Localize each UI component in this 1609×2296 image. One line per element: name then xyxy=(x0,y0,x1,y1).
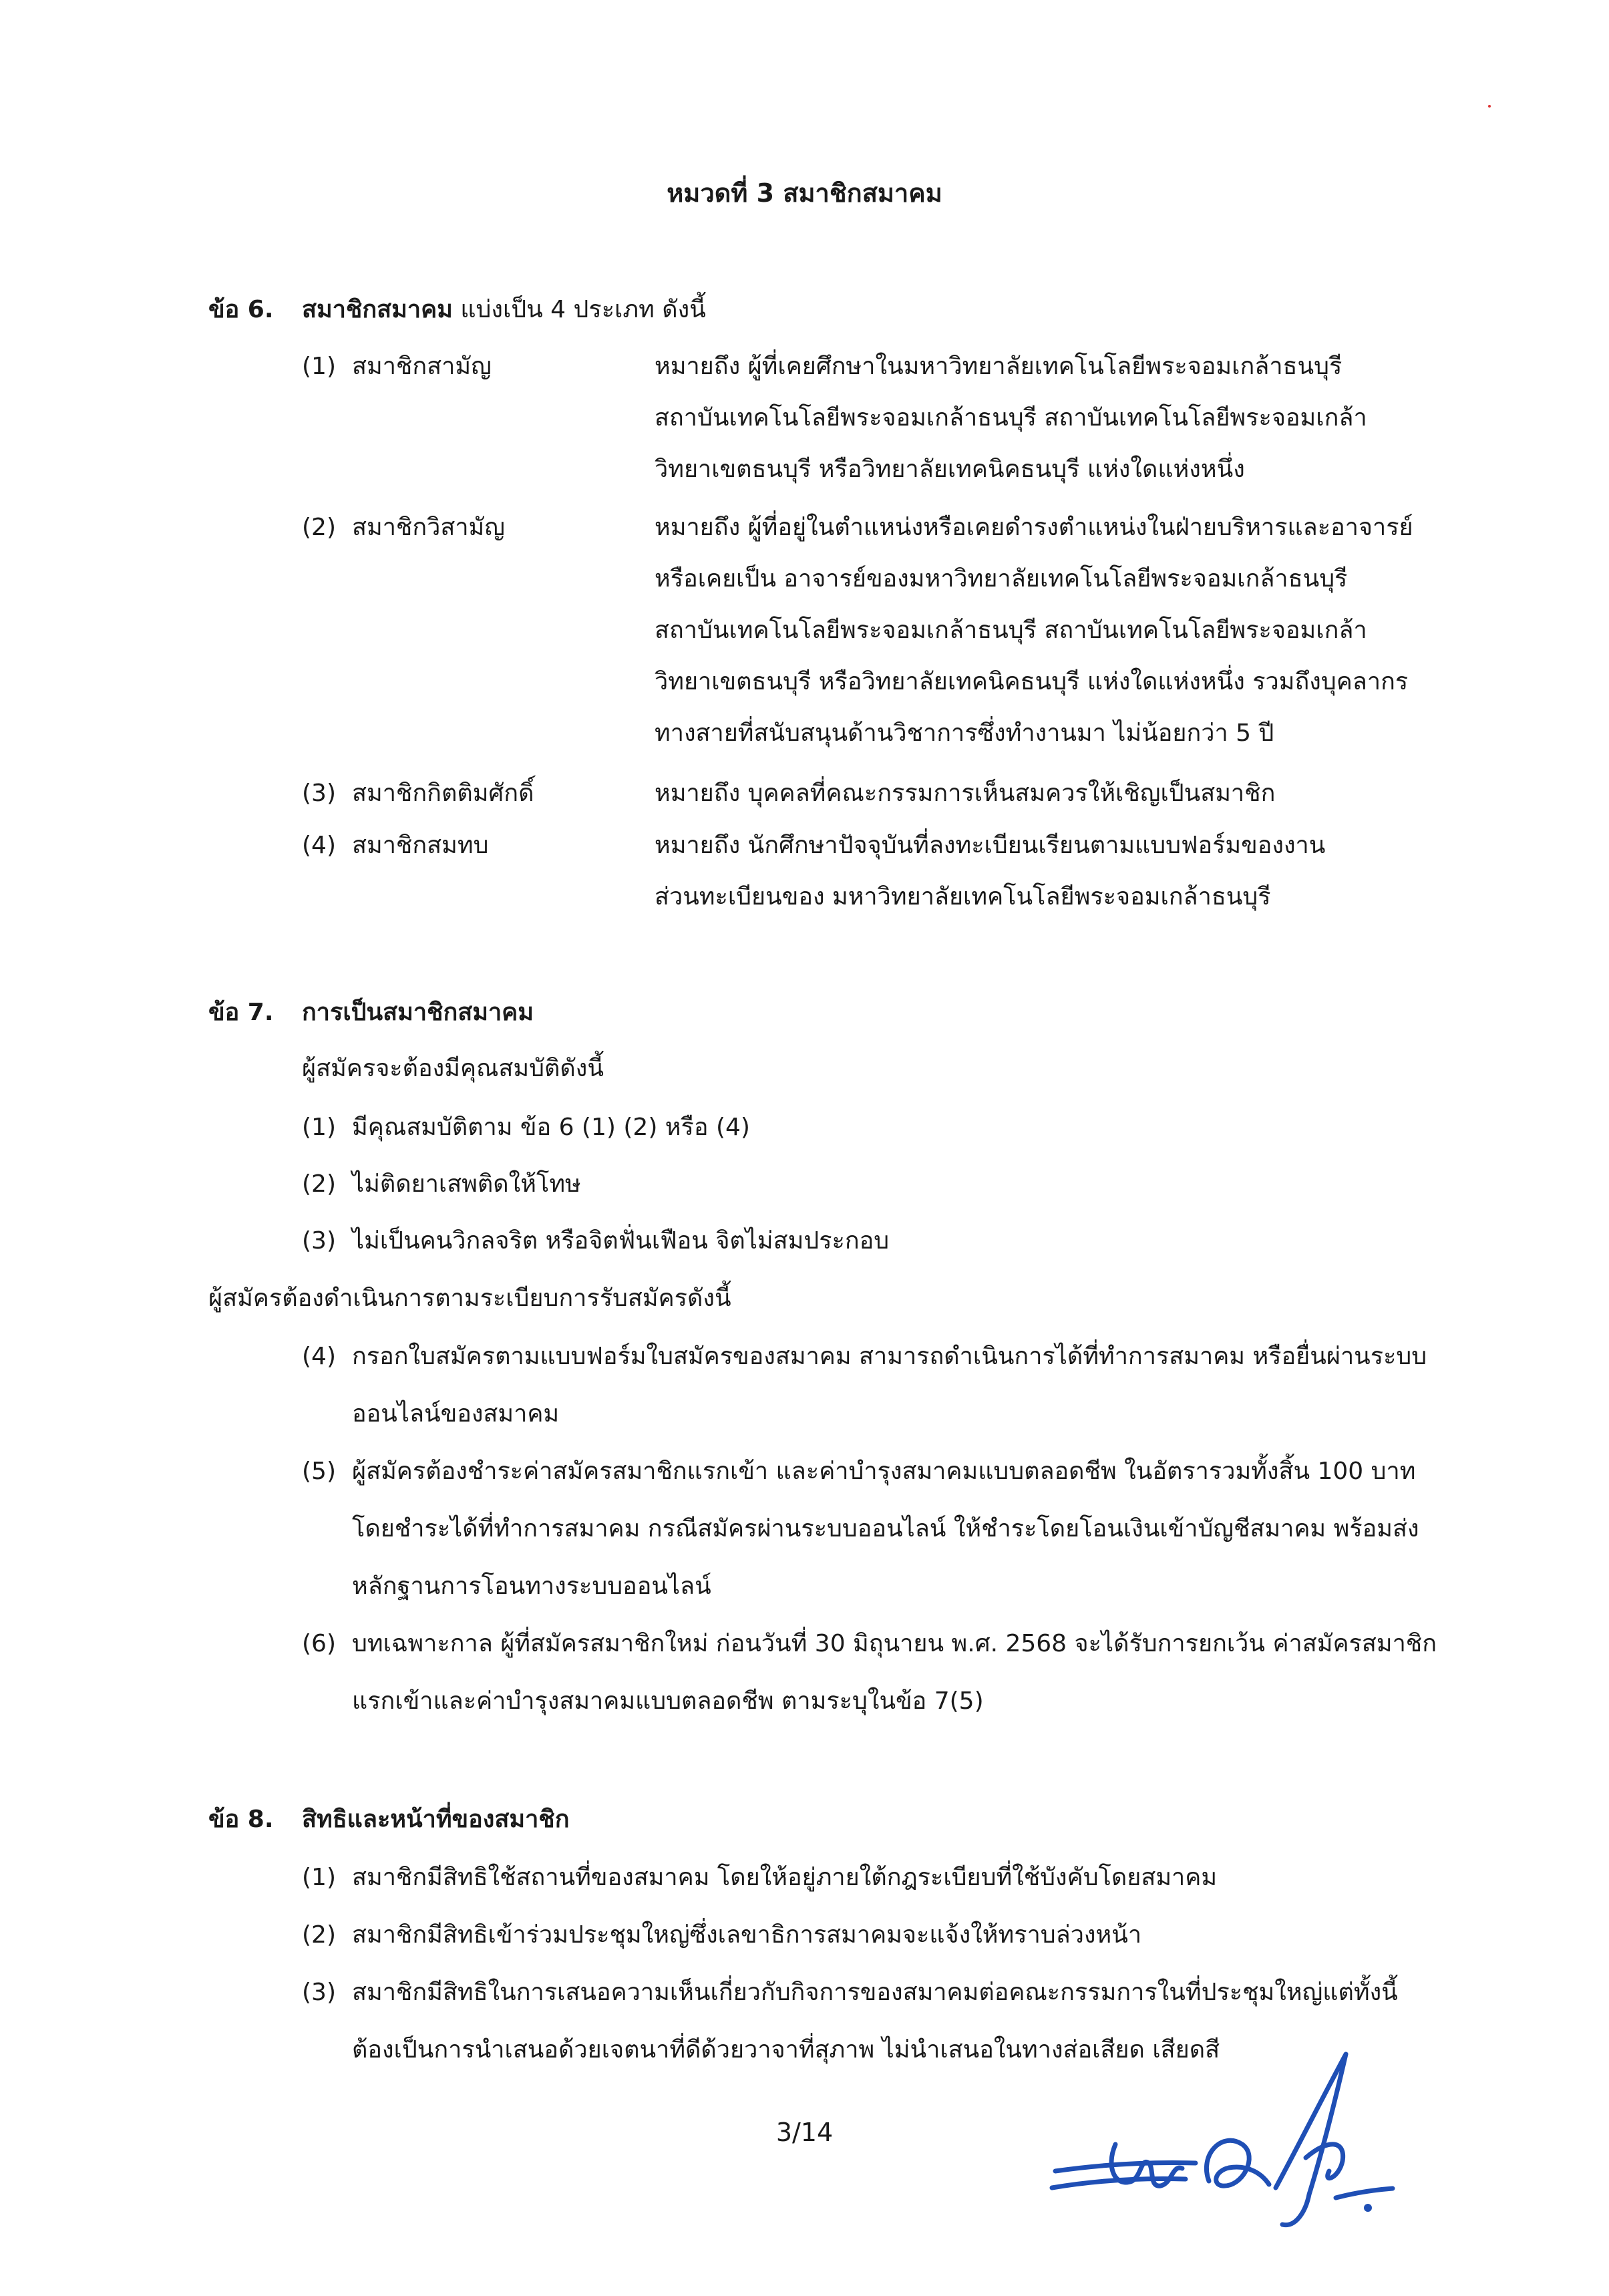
qual-3-no: (3) xyxy=(302,1227,336,1255)
step-4-line: ออนไลน์ของสมาคม xyxy=(352,1400,560,1428)
step-6-no: (6) xyxy=(302,1630,336,1657)
right-1-no: (1) xyxy=(302,1864,336,1891)
clause-7-number: ข้อ 7. xyxy=(208,999,274,1026)
type-1-name: สมาชิกสามัญ xyxy=(352,353,492,380)
step-6-line: บทเฉพาะกาล ผู้ที่สมัครสมาชิกใหม่ ก่อนวันที่ 30 มิถุนายน พ.ศ. 2568 จะได้รับการยกเว้น ค่าสมัครสมาชิก xyxy=(352,1630,1437,1657)
step-5-line: โดยชำระได้ที่ทำการสมาคม กรณีสมัครผ่านระบบออนไลน์ ให้ชำระโดยโอนเงินเข้าบัญชีสมาคม พร้อมส่ง xyxy=(352,1515,1419,1542)
type-4-name: สมาชิกสมทบ xyxy=(352,832,489,859)
right-2-no: (2) xyxy=(302,1921,336,1949)
right-3-line: สมาชิกมีสิทธิในการเสนอความเห็นเกี่ยวกับกิจการของสมาคมต่อคณะกรรมการในที่ประชุมใหญ่แต่ทั้งนี้ xyxy=(352,1979,1398,2006)
type-2-no: (2) xyxy=(302,514,336,541)
type-4-no: (4) xyxy=(302,832,336,859)
type-3-line: หมายถึง บุคคลที่คณะกรรมการเห็นสมควรให้เชิญเป็นสมาชิก xyxy=(655,780,1276,807)
right-2-line: สมาชิกมีสิทธิเข้าร่วมประชุมใหญ่ซึ่งเลขาธิการสมาคมจะแจ้งให้ทราบล่วงหน้า xyxy=(352,1921,1142,1949)
type-2-line: วิทยาเขตธนบุรี หรือวิทยาลัยเทคนิคธนบุรี แห่งใดแห่งหนึ่ง รวมถึงบุคลากร xyxy=(655,668,1409,695)
type-2-name: สมาชิกวิสามัญ xyxy=(352,514,505,541)
type-1-line: หมายถึง ผู้ที่เคยศึกษาในมหาวิทยาลัยเทคโนโลยีพระจอมเกล้าธนบุรี xyxy=(655,353,1343,380)
type-4-line: ส่วนทะเบียนของ มหาวิทยาลัยเทคโนโลยีพระจอมเกล้าธนบุรี xyxy=(655,883,1271,911)
step-4-line: กรอกใบสมัครตามแบบฟอร์มใบสมัครของสมาคม สามารถดำเนินการได้ที่ทำการสมาคม หรือยื่นผ่านระบบ xyxy=(352,1343,1427,1370)
page-number: 3/14 xyxy=(775,2118,834,2147)
procedure-intro: ผู้สมัครต้องดำเนินการตามระเบียบการรับสมัครดังนี้ xyxy=(208,1285,731,1312)
clause-6-heading xyxy=(302,294,706,326)
type-4-line: หมายถึง นักศึกษาปัจจุบันที่ลงทะเบียนเรียนตามแบบฟอร์มของงาน xyxy=(655,832,1326,859)
step-6-line: แรกเข้าและค่าบำรุงสมาคมแบบตลอดชีพ ตามระบุในข้อ 7(5) xyxy=(352,1687,984,1715)
qual-1-no: (1) xyxy=(302,1114,336,1141)
signature-icon xyxy=(1042,2037,1416,2238)
speck xyxy=(1488,105,1491,108)
clause-6-number: ข้อ 6. xyxy=(208,296,274,323)
right-1-line: สมาชิกมีสิทธิใช้สถานที่ของสมาคม โดยให้อยู่ภายใต้กฎระเบียบที่ใช้บังคับโดยสมาคม xyxy=(352,1864,1218,1891)
step-5-line: หลักฐานการโอนทางระบบออนไลน์ xyxy=(352,1573,711,1600)
clause-7-title: การเป็นสมาชิกสมาคม xyxy=(302,999,534,1026)
right-3-no: (3) xyxy=(302,1979,336,2006)
qual-3-text: ไม่เป็นคนวิกลจริต หรือจิตฟั่นเฟือน จิตไม่สมประกอบ xyxy=(352,1227,890,1255)
type-2-line: สถาบันเทคโนโลยีพระจอมเกล้าธนบุรี สถาบันเทคโนโลยีพระจอมเกล้า xyxy=(655,617,1367,644)
type-1-line: สถาบันเทคโนโลยีพระจอมเกล้าธนบุรี สถาบันเทคโนโลยีพระจอมเกล้า xyxy=(655,404,1367,432)
type-3-name: สมาชิกกิตติมศักดิ์ xyxy=(352,780,534,807)
type-2-line: ทางสายที่สนับสนุนด้านวิชาการซึ่งทำงานมา ไม่น้อยกว่า 5 ปี xyxy=(655,719,1274,747)
chapter-title: หมวดที่ 3 สมาชิกสมาคม xyxy=(667,178,942,208)
step-4-no: (4) xyxy=(302,1343,336,1370)
right-3-line: ต้องเป็นการนำเสนอด้วยเจตนาที่ดีด้วยวาจาที่สุภาพ ไม่นำเสนอในทางส่อเสียด เสียดสี xyxy=(352,2036,1220,2064)
type-1-no: (1) xyxy=(302,353,336,380)
clause-8-number: ข้อ 8. xyxy=(208,1806,274,1833)
step-5-no: (5) xyxy=(302,1458,336,1485)
qual-1-text: มีคุณสมบัติตาม ข้อ 6 (1) (2) หรือ (4) xyxy=(352,1114,750,1141)
type-2-line: หมายถึง ผู้ที่อยู่ในตำแหน่งหรือเคยดำรงตำแหน่งในฝ่ายบริหารและอาจารย์ xyxy=(655,514,1413,541)
qual-2-no: (2) xyxy=(302,1170,336,1198)
step-5-line: ผู้สมัครต้องชำระค่าสมัครสมาชิกแรกเข้า และค่าบำรุงสมาคมแบบตลอดชีพ ในอัตรารวมทั้งสิ้น 100 บาท xyxy=(352,1458,1416,1485)
clause-8-title: สิทธิและหน้าที่ของสมาชิก xyxy=(302,1806,570,1833)
clause-6-title: สมาชิกสมาคม xyxy=(302,296,453,323)
type-3-no: (3) xyxy=(302,780,336,807)
type-2-line: หรือเคยเป็น อาจารย์ของมหาวิทยาลัยเทคโนโลยีพระจอมเกล้าธนบุรี xyxy=(655,565,1348,593)
qual-2-text: ไม่ติดยาเสพติดให้โทษ xyxy=(352,1170,581,1198)
clause-6-title-rest: แบ่งเป็น 4 ประเภท ดังนี้ xyxy=(452,296,706,323)
type-1-line: วิทยาเขตธนบุรี หรือวิทยาลัยเทคนิคธนบุรี แห่งใดแห่งหนึ่ง xyxy=(655,456,1245,483)
clause-7-intro: ผู้สมัครจะต้องมีคุณสมบัติดังนี้ xyxy=(302,1055,604,1082)
